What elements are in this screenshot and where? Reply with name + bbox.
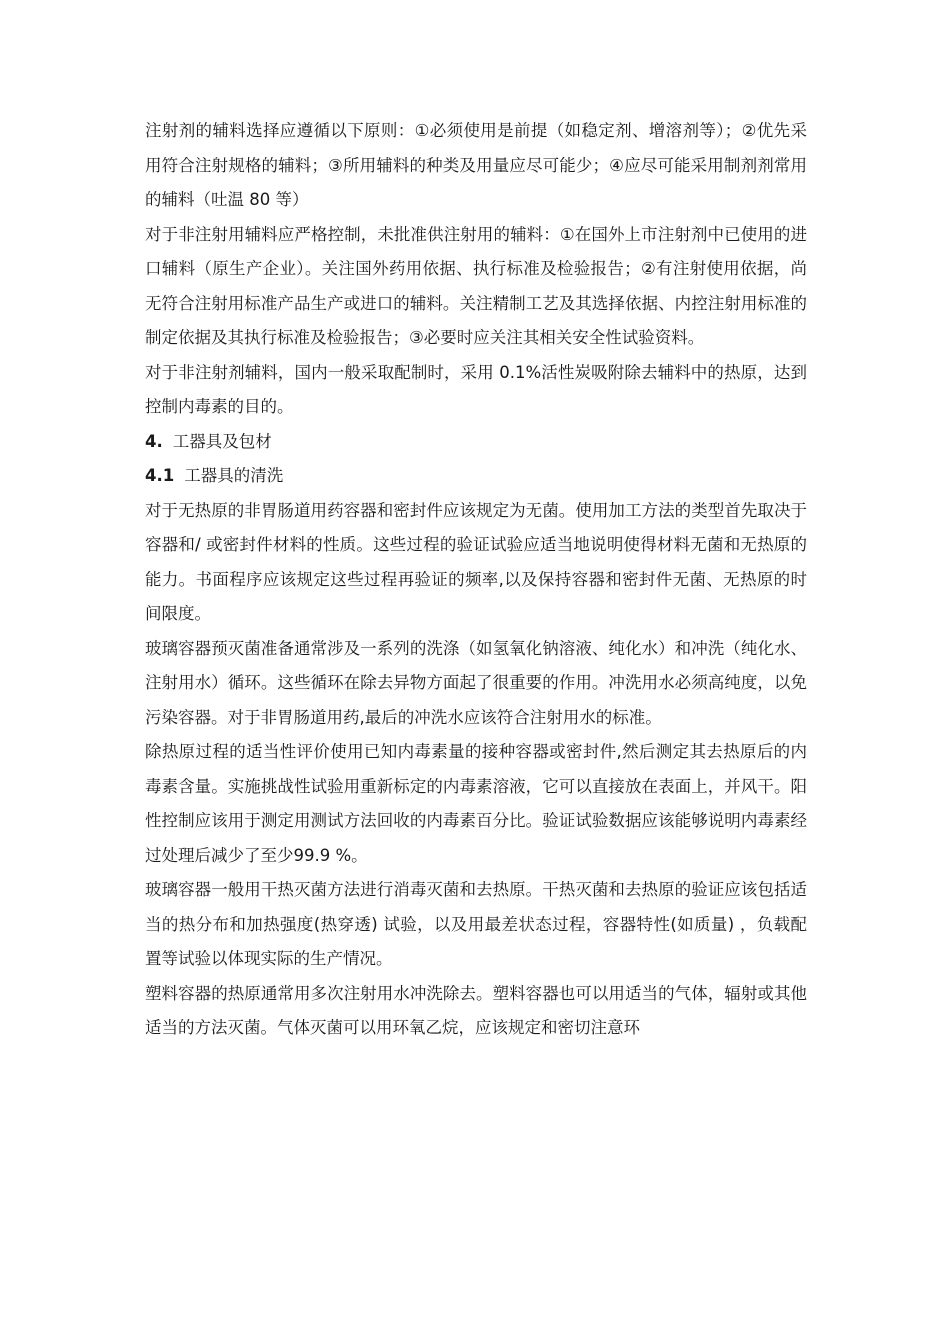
paragraph-activated-carbon: 对于非注射剂辅料，国内一般采取配制时，采用 0.1%活性炭吸附除去辅料中的热原，达到控制内毒素的目的。 xyxy=(145,362,807,416)
section-number: 4.1 xyxy=(145,466,175,485)
section-number: 4. xyxy=(145,431,163,451)
paragraph-glass-washing: 玻璃容器预灭菌准备通常涉及一系列的洗涤（如氢氧化钠溶液、纯化水）和冲洗（纯化水、注射用水）循环。这些循环在除去异物方面起了很重要的作用。冲洗用水必须高纯度，以免污染容器。对于非胃肠道用药,最后的冲洗水应该符合注射用水的标准。 xyxy=(145,638,807,727)
paragraph-depyrogenation-validation: 除热原过程的适当性评价使用已知内毒素量的接种容器或密封件,然后测定其去热原后的内毒素含量。实施挑战性试验用重新标定的内毒素溶液，它可以直接放在表面上，并风干。阳性控制应该用于测定用测试方法回收的内毒素百分比。验证试验数据应该能够说明内毒素经过处理后减少了至少99.9 %。 xyxy=(145,742,807,865)
section-heading-4 xyxy=(145,425,807,460)
section-title: 工器具及包材 xyxy=(172,431,272,451)
section-title: 工器具的清洗 xyxy=(184,466,284,485)
section-heading-4-1 xyxy=(145,459,807,494)
paragraph-dry-heat: 玻璃容器一般用干热灭菌方法进行消毒灭菌和去热原。干热灭菌和去热原的验证应该包括适当的热分布和加热强度(热穿透) 试验，以及用最差状态过程，容器特性(如质量) ，负载配置等试验以体现实际的生产情况。 xyxy=(145,880,807,968)
document-page xyxy=(145,114,807,1046)
paragraph-plastic-containers: 塑料容器的热原通常用多次注射用水冲洗除去。塑料容器也可以用适当的气体，辐射或其他适当的方法灭菌。气体灭菌可以用环氧乙烷，应该规定和密切注意环 xyxy=(145,983,807,1037)
paragraph-container-sterility: 对于无热原的非胃肠道用药容器和密封件应该规定为无菌。使用加工方法的类型首先取决于容器和/ 或密封件材料的性质。这些过程的验证试验应适当地说明使得材料无菌和无热原的能力。书面程序应该规定这些过程再验证的频率,以及保持容器和密封件无菌、无热原的时间限度。 xyxy=(145,500,807,623)
paragraph-excipient-principles: 注射剂的辅料选择应遵循以下原则：①必须使用是前提（如稳定剂、增溶剂等）；②优先采用符合注射规格的辅料；③所用辅料的种类及用量应尽可能少；④应尽可能采用制剂剂常用的辅料（吐温 80 等） xyxy=(145,121,807,209)
paragraph-non-injection-excipients: 对于非注射用辅料应严格控制，未批准供注射用的辅料：①在国外上市注射剂中已使用的进口辅料（原生产企业）。关注国外药用依据、执行标准及检验报告；②有注射使用依据，尚无符合注射用标准产品生产或进口的辅料。关注精制工艺及其选择依据、内控注射用标准的制定依据及其执行标准及检验报告；③必要时应关注其相关安全性试验资料。 xyxy=(145,224,807,347)
